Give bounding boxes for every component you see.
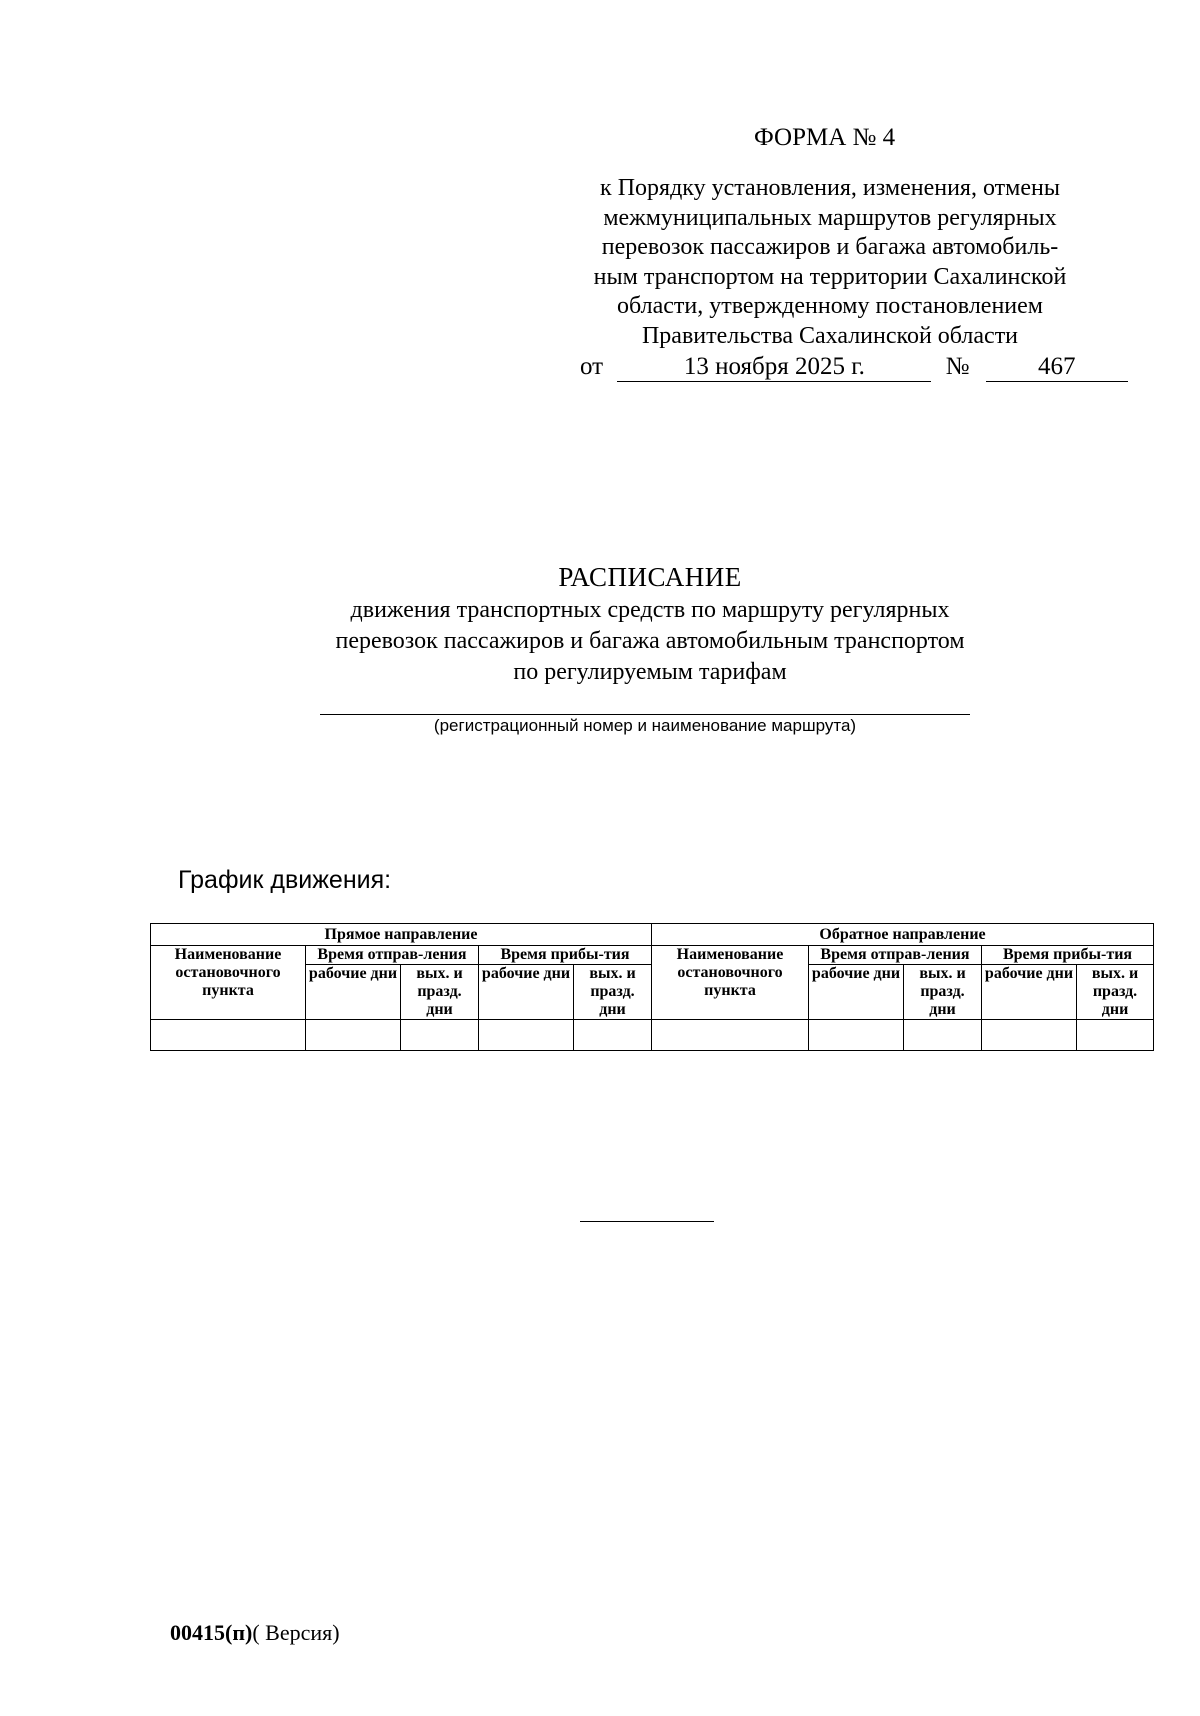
graph-label: График движения: — [178, 866, 392, 894]
table-cell — [1077, 1020, 1154, 1051]
schedule-table — [150, 923, 1154, 1051]
appendix-line: ным транспортом на территории Сахалинской — [593, 263, 1067, 290]
route-caption: (регистрационный номер и наименование маршрута) — [433, 716, 857, 735]
table-cell — [982, 1020, 1077, 1051]
order-date: 13 ноября 2025 г. — [617, 353, 931, 382]
holidays-header: вых. и празд. дни — [401, 965, 479, 1020]
appendix-line: межмуниципальных маршрутов регулярных — [603, 204, 1057, 231]
schedule-title: РАСПИСАНИЕ — [558, 562, 742, 592]
departure-time-header: Время отправ-ления — [306, 946, 479, 965]
schedule-subtitle — [0, 595, 1200, 688]
table-cell — [479, 1020, 574, 1051]
appendix-line: к Порядку установления, изменения, отмены — [600, 175, 1060, 201]
table-cell — [652, 1020, 809, 1051]
appendix-line: Правительства Сахалинской области — [641, 322, 1019, 349]
table-cell — [809, 1020, 904, 1051]
closing-rule — [580, 1221, 714, 1222]
holidays-header: вых. и празд. дни — [574, 965, 652, 1020]
table-row — [151, 1020, 1154, 1051]
workdays-header: рабочие дни — [809, 965, 904, 1020]
reverse-direction-header: Обратное направление — [652, 924, 1154, 946]
subtitle-line: по регулируемым тарифам — [513, 659, 787, 685]
arrival-time-header: Время прибы-тия — [982, 946, 1154, 965]
holidays-header: вых. и празд. дни — [904, 965, 982, 1020]
appendix-line: области, утвержденному постановлением — [617, 293, 1043, 319]
order-number: 467 — [986, 353, 1128, 382]
table-cell — [151, 1020, 306, 1051]
document-version — [170, 1620, 340, 1646]
appendix-reference — [540, 174, 1120, 351]
from-label: от — [580, 353, 604, 380]
table-cell — [401, 1020, 479, 1051]
table-cell — [574, 1020, 652, 1051]
appendix-line: перевозок пассажиров и багажа автомобиль- — [601, 234, 1059, 260]
form-number: ФОРМА № 4 — [754, 124, 896, 151]
workdays-header: рабочие дни — [982, 965, 1077, 1020]
holidays-header: вых. и празд. дни — [1077, 965, 1154, 1020]
document-code: 00415(п) — [170, 1620, 253, 1645]
workdays-header: рабочие дни — [306, 965, 401, 1020]
table-cell — [306, 1020, 401, 1051]
stop-name-header: Наименование остановочного пункта — [151, 946, 306, 1020]
workdays-header: рабочие дни — [479, 965, 574, 1020]
stop-name-header: Наименование остановочного пункта — [652, 946, 809, 1020]
subtitle-line: движения транспортных средств по маршруту регулярных — [350, 597, 950, 623]
order-date-number — [580, 353, 1128, 382]
table-cell — [904, 1020, 982, 1051]
number-label: № — [945, 353, 970, 380]
departure-time-header: Время отправ-ления — [809, 946, 982, 965]
direct-direction-header: Прямое направление — [151, 924, 652, 946]
arrival-time-header: Время прибы-тия — [479, 946, 652, 965]
subtitle-line: перевозок пассажиров и багажа автомобильным транспортом — [335, 628, 965, 654]
version-label: ( Версия) — [252, 1620, 340, 1645]
route-fill-line — [320, 714, 970, 715]
